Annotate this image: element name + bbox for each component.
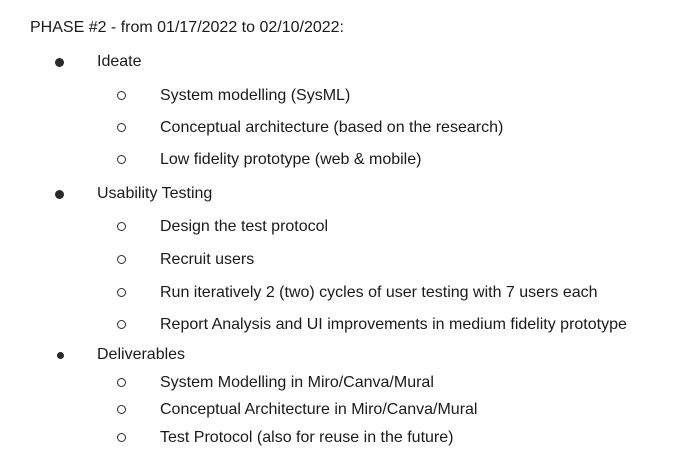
list-item-text: Conceptual Architecture in Miro/Canva/Mural <box>160 401 478 418</box>
hollow-circle-bullet-icon <box>117 433 126 442</box>
section-label: Deliverables <box>97 346 186 363</box>
filled-circle-bullet-icon <box>57 352 64 359</box>
list-item-text: Low fidelity prototype (web & mobile) <box>160 151 422 168</box>
list-item-text: System Modelling in Miro/Canva/Mural <box>160 374 434 391</box>
filled-circle-bullet-icon <box>55 190 64 199</box>
hollow-circle-bullet-icon <box>117 91 126 100</box>
section-label: Ideate <box>97 53 142 70</box>
phase-heading: PHASE #2 - from 01/17/2022 to 02/10/2022: <box>30 19 344 36</box>
hollow-circle-bullet-icon <box>117 320 126 329</box>
list-item-text: Test Protocol (also for reuse in the future) <box>160 429 454 446</box>
hollow-circle-bullet-icon <box>117 222 126 231</box>
list-item-text: Design the test protocol <box>160 218 329 235</box>
hollow-circle-bullet-icon <box>117 155 126 164</box>
hollow-circle-bullet-icon <box>117 405 126 414</box>
filled-circle-bullet-icon <box>55 58 64 67</box>
hollow-circle-bullet-icon <box>117 288 126 297</box>
hollow-circle-bullet-icon <box>117 123 126 132</box>
list-item-text: Conceptual architecture (based on the research) <box>160 119 504 136</box>
hollow-circle-bullet-icon <box>117 255 126 264</box>
list-item-text: Run iteratively 2 (two) cycles of user testing with 7 users each <box>160 284 598 301</box>
list-item-text: Report Analysis and UI improvements in medium fidelity prototype <box>160 316 627 333</box>
list-item-text: Recruit users <box>160 251 255 268</box>
hollow-circle-bullet-icon <box>117 378 126 387</box>
list-item-text: System modelling (SysML) <box>160 87 351 104</box>
section-label: Usability Testing <box>97 185 213 202</box>
